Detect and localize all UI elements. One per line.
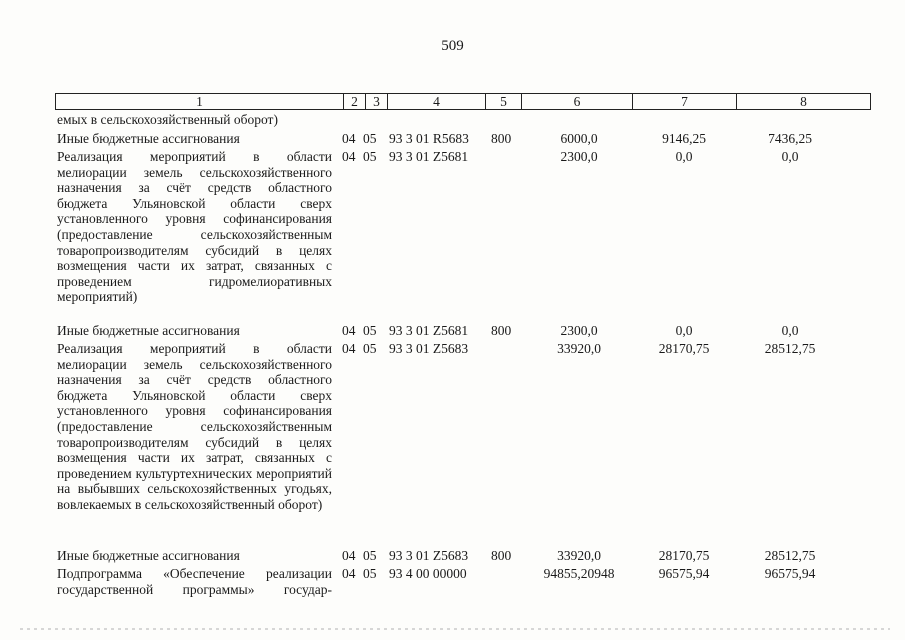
cell-target-code: 93 3 01 Z5683: [389, 341, 469, 356]
cell-target-code: 93 3 01 Z5681: [389, 149, 469, 164]
row-name: Иные бюджетные ассигнования: [57, 131, 240, 146]
cell-amount-6: 94855,20948: [543, 566, 615, 581]
cell-amount-6: 33920,0: [557, 341, 601, 356]
cell-amount-7: 96575,94: [658, 566, 710, 581]
cell-amount-6: 2300,0: [560, 149, 598, 164]
cell-amount-6: 2300,0: [560, 323, 598, 338]
header-col-4: 4: [388, 94, 486, 109]
page-bottom-edge: [20, 628, 890, 630]
row-name: Иные бюджетные ассигнования: [57, 548, 240, 563]
header-col-8: 8: [800, 94, 807, 109]
cell-expense-type: 800: [491, 131, 512, 146]
cell-amount-7: 28170,75: [658, 548, 710, 563]
cell-amount-7: 28170,75: [658, 341, 710, 356]
cell-target-code: 93 3 01 Z5681: [389, 323, 469, 338]
cell-section: 04: [342, 341, 356, 356]
row-name: Иные бюджетные ассигнования: [57, 323, 240, 338]
cell-amount-6: 6000,0: [560, 131, 598, 146]
row-name: Подпрограмма «Обеспечение реализации государственной программы» государ-: [57, 566, 332, 597]
cell-amount-8: 28512,75: [764, 341, 816, 356]
header-col-2: 2: [344, 94, 366, 109]
cell-subsection: 05: [363, 149, 377, 164]
cell-section: 04: [342, 323, 356, 338]
row-name: Реализация мероприятий в области мелиорации земель сельскохозяйственного назначения за счёт средств областного бюджета Ульяновской области сверх установленного уровня софинансирования (предоставление сельскохозяйственным товаропроизводителям субсидий в целях возмещения части их затрат, связанных с проведением культуртехнических мероприятий на выбывших сельскохозяйственных угодьях, вовлекаемых в сельскохозяйственный оборот): [57, 341, 332, 512]
cell-expense-type: 800: [491, 548, 512, 563]
cell-amount-8: 0,0: [781, 149, 799, 164]
cell-amount-7: 0,0: [675, 149, 693, 164]
cell-subsection: 05: [363, 341, 377, 356]
cell-amount-8: 96575,94: [764, 566, 816, 581]
header-col-1: 1: [56, 94, 344, 109]
cell-section: 04: [342, 131, 356, 146]
cell-target-code: 93 3 01 R5683: [389, 131, 469, 146]
header-col-6: 6: [522, 94, 633, 109]
cell-amount-7: 0,0: [675, 323, 693, 338]
header-col-7: 7: [633, 94, 737, 109]
cell-amount-8: 7436,25: [768, 131, 812, 146]
cell-amount-6: 33920,0: [557, 548, 601, 563]
cell-amount-8: 0,0: [781, 323, 799, 338]
header-col-5: 5: [486, 94, 522, 109]
cell-target-code: 93 3 01 Z5683: [389, 548, 469, 563]
cell-section: 04: [342, 566, 356, 581]
cell-section: 04: [342, 548, 356, 563]
cell-subsection: 05: [363, 548, 377, 563]
page-number: 509: [441, 38, 464, 54]
header-col-3: 3: [366, 94, 388, 109]
cell-subsection: 05: [363, 566, 377, 581]
cell-subsection: 05: [363, 131, 377, 146]
cell-expense-type: 800: [491, 323, 512, 338]
cell-amount-8: 28512,75: [764, 548, 816, 563]
cell-subsection: 05: [363, 323, 377, 338]
cell-target-code: 93 4 00 00000: [389, 566, 467, 581]
cell-section: 04: [342, 149, 356, 164]
row-name: Реализация мероприятий в области мелиорации земель сельскохозяйственного назначения за счёт средств областного бюджета Ульяновской области сверх установленного уровня софинансирования (предоставление сельскохозяйственным товаропроизводителям субсидий в целях возмещения части их затрат, связанных с проведением гидромелиоративных мероприятий): [57, 149, 332, 305]
row-name: емых в сельскохозяйственный оборот): [57, 112, 278, 127]
cell-amount-7: 9146,25: [662, 131, 706, 146]
